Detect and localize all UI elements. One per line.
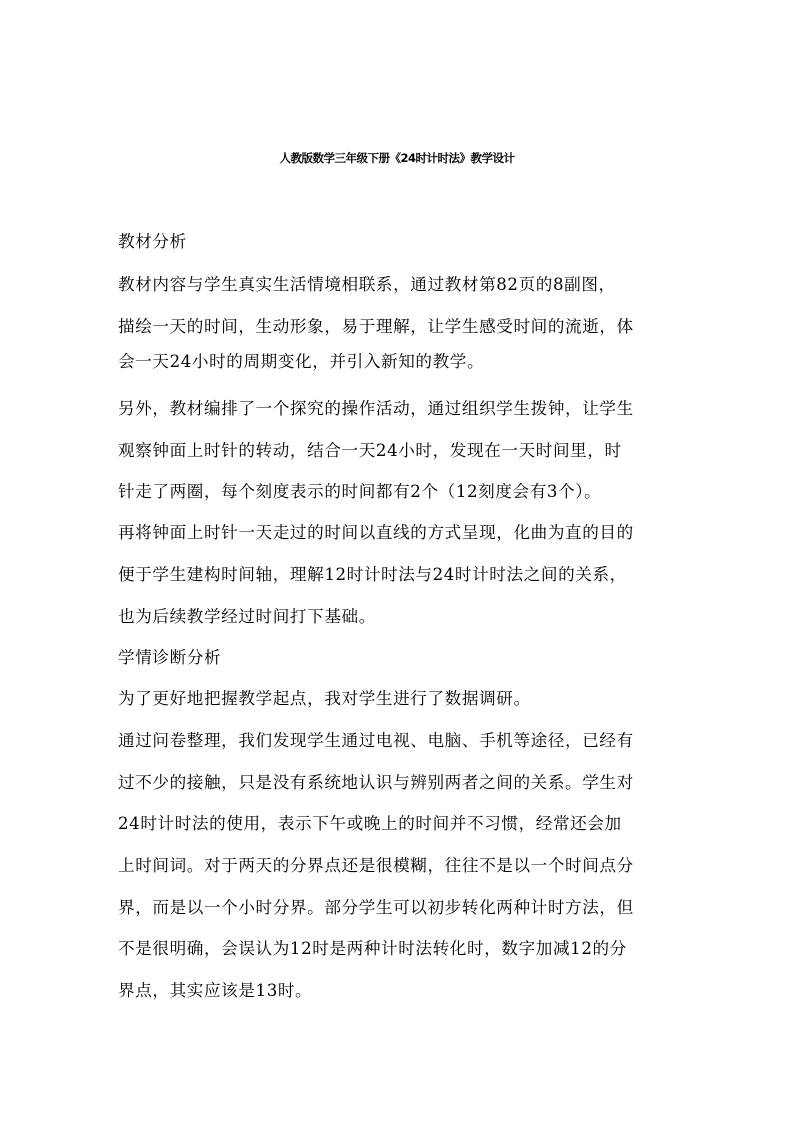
- section-heading-textbook-analysis: 教材分析: [118, 232, 187, 251]
- section-heading-learning-analysis: 学情诊断分析: [118, 648, 222, 667]
- paragraph-line: 描绘一天的时间，生动形象，易于理解，让学生感受时间的流逝，体: [118, 317, 634, 336]
- document-title: 人教版数学三年级下册《24时计时法》教学设计: [279, 151, 515, 165]
- paragraph-line: 不是很明确，会误认为12时是两种计时法转化时，数字加减12的分: [118, 939, 627, 958]
- paragraph-line: 另外，教材编排了一个探究的操作活动，通过组织学生拨钟，让学生: [118, 399, 634, 418]
- paragraph-line: 观察钟面上时针的转动，结合一天24小时，发现在一天时间里，时: [118, 441, 622, 460]
- paragraph-line: 为了更好地把握教学起点，我对学生进行了数据调研。: [118, 689, 531, 708]
- paragraph-line: 上时间词。对于两天的分界点还是很模糊，往往不是以一个时间点分: [118, 856, 634, 875]
- paragraph-line: 也为后续教学经过时间打下基础。: [118, 607, 376, 626]
- paragraph-line: 再将钟面上时针一天走过的时间以直线的方式呈现，化曲为直的目的: [118, 523, 634, 542]
- paragraph-line: 便于学生建构时间轴，理解12时计时法与24时计时法之间的关系，: [118, 565, 627, 584]
- paragraph-line: 教材内容与学生真实生活情境相联系，通过教材第82页的8副图，: [118, 275, 616, 294]
- paragraph-line: 通过问卷整理，我们发现学生通过电视、电脑、手机等途径，已经有: [118, 731, 634, 750]
- paragraph-line: 界点，其实应该是13时。: [118, 981, 313, 1000]
- paragraph-line: 24时计时法的使用，表示下午或晚上的时间并不习惯，经常还会加: [118, 814, 622, 833]
- paragraph-line: 界，而是以一个小时分界。部分学生可以初步转化两种计时方法，但: [118, 898, 634, 917]
- paragraph-line: 过不少的接触，只是没有系统地认识与辨别两者之间的关系。学生对: [118, 773, 634, 792]
- paragraph-line: 针走了两圈，每个刻度表示的时间都有2个（12刻度会有3个）。: [118, 482, 602, 501]
- paragraph-line: 会一天24小时的周期变化，并引入新知的教学。: [118, 352, 485, 371]
